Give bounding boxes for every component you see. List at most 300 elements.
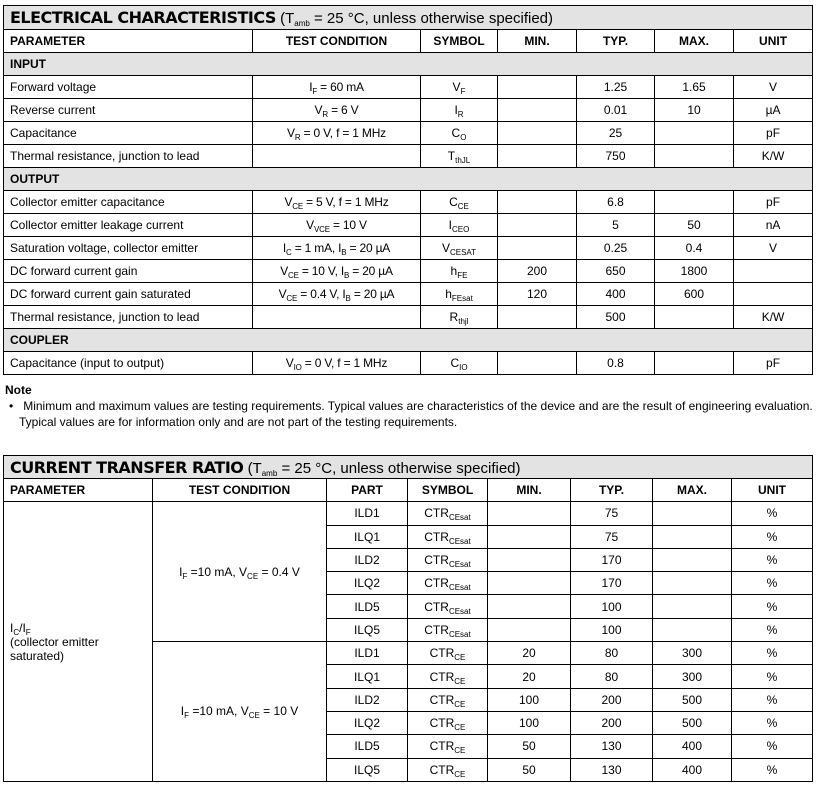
table-cell: [253, 191, 421, 214]
table-title-row: [4, 456, 813, 479]
table-cell: [655, 352, 734, 375]
table-cell: [421, 145, 498, 168]
cell-text: DC forward current gain: [10, 264, 138, 278]
table-cell: [421, 352, 498, 375]
table-cell: [498, 99, 577, 122]
text-segment: V: [287, 126, 295, 140]
text-segment: (T: [247, 459, 262, 477]
table-row: [4, 502, 813, 525]
cell-text: Capacitance: [10, 126, 77, 140]
table-cell: [577, 191, 655, 214]
table-cell: [421, 260, 498, 283]
column-header: PARAMETER: [4, 30, 253, 53]
text-segment: (T: [280, 10, 295, 27]
text-segment: T: [447, 149, 456, 163]
test-condition-cell: [153, 502, 327, 642]
table-cell: [408, 595, 488, 618]
table-cell: [734, 76, 813, 99]
table-cell: [408, 758, 488, 781]
cell-text: %: [766, 622, 778, 637]
subscript: B: [345, 294, 351, 303]
text-segment: = 10 V: [259, 704, 299, 719]
cell-text: 0.8: [607, 356, 624, 370]
table-cell: [253, 237, 421, 260]
text-segment: V: [314, 103, 323, 117]
text-segment: CTR: [424, 506, 449, 521]
cell-text: 10: [687, 103, 701, 117]
table-cell: [653, 548, 732, 571]
column-header: TEST CONDITION: [253, 30, 421, 53]
subscript: C: [286, 248, 292, 257]
subscript: CEsat: [448, 513, 471, 523]
cell-text: pF: [766, 356, 781, 370]
table-row: [4, 237, 813, 260]
subscript: R: [322, 110, 328, 119]
table-cell: [732, 525, 813, 548]
cell-text: DC forward current gain saturated: [10, 287, 191, 301]
subscript: CE: [292, 202, 303, 211]
section-label: OUTPUT: [4, 168, 813, 191]
text-segment: I: [448, 218, 452, 232]
table-cell: [732, 688, 813, 711]
table-cell: [734, 99, 813, 122]
cell-text: 500: [681, 716, 703, 731]
table-cell: [498, 352, 577, 375]
column-header: UNIT: [734, 30, 813, 53]
section-row: [4, 168, 813, 191]
text-segment: V: [280, 264, 288, 278]
table-cell: [577, 283, 655, 306]
subscript: CEsat: [448, 583, 471, 593]
text-segment: CTR: [424, 576, 449, 591]
table-cell: [571, 642, 653, 665]
cell-text: 5: [612, 218, 619, 232]
text-segment: = 5 V, f = 1 MHz: [302, 195, 389, 209]
cell-text: %: [766, 553, 778, 568]
cell-text: ILD1: [354, 506, 380, 521]
table-cell: [732, 758, 813, 781]
cell-text: 0.25: [603, 241, 628, 255]
cell-text: 400: [681, 762, 703, 777]
parameter-symbol: [10, 621, 146, 635]
cell-text: %: [766, 762, 778, 777]
note-text: Minimum and maximum values are testing requirements. Typical values are characteristics of the device and are the result of engineering evaluation. Typical values are for information only and are not part of the testing requirements.: [19, 399, 813, 429]
cell-text: 600: [683, 287, 705, 301]
text-segment: = 20 µA: [346, 241, 391, 255]
text-segment: = 0.4 V, I: [297, 287, 346, 301]
text-segment: CTR: [429, 669, 455, 684]
cell-text: nA: [765, 218, 781, 232]
cell-text: µA: [765, 103, 781, 117]
text-segment: V: [452, 80, 461, 94]
subscript: FE: [457, 271, 468, 280]
cell-text: ILD1: [354, 646, 380, 661]
table-cell: [653, 502, 732, 525]
cell-text: 200: [526, 264, 548, 278]
table-cell: [253, 306, 421, 329]
table-cell: [577, 145, 655, 168]
table-row: [4, 99, 813, 122]
cell-text: Saturation voltage, collector emitter: [10, 241, 199, 255]
table-cell: [734, 191, 813, 214]
subscript: CE: [454, 723, 466, 733]
table-cell: [498, 306, 577, 329]
text-segment: CTR: [424, 553, 449, 568]
cell-text: 1.65: [682, 80, 706, 94]
text-segment: CTR: [429, 739, 455, 754]
table-cell: [571, 688, 653, 711]
table-cell: [421, 99, 498, 122]
parameter-cell: [4, 502, 153, 782]
table-title: [4, 456, 813, 479]
cell-text: Forward voltage: [10, 80, 97, 94]
text-segment: = 0 V, f = 1 MHz: [301, 356, 388, 370]
table-cell: [327, 711, 408, 734]
cell-text: 650: [605, 264, 626, 278]
table-cell: [488, 688, 571, 711]
table-cell: [571, 502, 653, 525]
current-transfer-ratio-table: [3, 455, 813, 782]
text-segment: CTR: [429, 716, 455, 731]
table-row: [4, 260, 813, 283]
cell-text: 100: [601, 599, 622, 614]
table-cell: [408, 711, 488, 734]
table-cell: [577, 122, 655, 145]
table-cell: [253, 260, 421, 283]
text-segment: = 6 V: [327, 103, 359, 117]
cell-text: %: [766, 739, 778, 754]
column-header: MAX.: [655, 30, 734, 53]
table-cell: [653, 595, 732, 618]
cell-text: ILD2: [354, 553, 380, 568]
table-cell: [408, 618, 488, 641]
subscript: CE: [454, 676, 466, 686]
cell-text: 1.25: [603, 80, 628, 94]
table-cell: [4, 99, 253, 122]
table-cell: [498, 122, 577, 145]
table-cell: [732, 711, 813, 734]
table-cell: [488, 758, 571, 781]
table-cell: [421, 283, 498, 306]
subscript: CE: [454, 746, 466, 756]
text-segment: = 0 V, f = 1 MHz: [300, 126, 386, 140]
table-cell: [571, 758, 653, 781]
table-title-text: ELECTRICAL CHARACTERISTICS: [10, 8, 276, 27]
table-cell: [734, 237, 813, 260]
table-cell: [327, 595, 408, 618]
table-row: [4, 76, 813, 99]
table-cell: [4, 122, 253, 145]
table-cell: [4, 191, 253, 214]
table-cell: [4, 283, 253, 306]
table-row: [4, 214, 813, 237]
text-segment: = 1 mA, I: [291, 241, 342, 255]
subscript: thJL: [455, 156, 471, 165]
cell-text: pF: [766, 195, 781, 209]
subscript: F: [184, 711, 190, 721]
table-cell: [734, 306, 813, 329]
text-segment: I: [180, 704, 185, 719]
subscript: CE: [248, 711, 260, 721]
table-cell: [327, 525, 408, 548]
table-cell: [577, 306, 655, 329]
table-cell: [734, 283, 813, 306]
text-segment: I: [454, 103, 458, 117]
table-row: [4, 191, 813, 214]
table-cell: [488, 572, 571, 595]
table-cell: [653, 735, 732, 758]
table-cell: [498, 260, 577, 283]
cell-text: 50: [687, 218, 701, 232]
cell-text: 25: [608, 126, 623, 140]
cell-text: ILD2: [354, 692, 380, 707]
table-cell: [571, 548, 653, 571]
cell-text: 500: [681, 692, 703, 707]
table-cell: [655, 122, 734, 145]
table-cell: [498, 214, 577, 237]
text-segment: I: [282, 241, 287, 255]
table-cell: [732, 665, 813, 688]
text-segment: = 10 V: [329, 218, 367, 232]
table-cell: [653, 642, 732, 665]
table-cell: [655, 214, 734, 237]
column-header: SYMBOL: [408, 479, 488, 502]
table-cell: [653, 665, 732, 688]
subscript: IO: [293, 363, 302, 372]
parameter-note: saturated): [10, 648, 65, 663]
table-cell: [498, 145, 577, 168]
cell-text: ILQ5: [353, 762, 380, 777]
cell-text: Capacitance (input to output): [10, 356, 165, 370]
cell-text: V: [769, 241, 778, 255]
table-cell: [4, 214, 253, 237]
table-cell: [421, 306, 498, 329]
cell-text: 200: [601, 716, 622, 731]
table-row: [4, 283, 813, 306]
text-segment: CTR: [429, 692, 455, 707]
electrical-characteristics-table: [3, 5, 813, 375]
table-cell: [408, 665, 488, 688]
cell-text: 1800: [680, 264, 708, 278]
subscript: CE: [454, 653, 466, 663]
cell-text: K/W: [761, 310, 785, 324]
table-cell: [653, 758, 732, 781]
cell-text: 130: [601, 739, 622, 754]
column-header: PART: [327, 479, 408, 502]
text-segment: V: [284, 195, 293, 209]
cell-text: ILQ2: [353, 716, 380, 731]
column-header: SYMBOL: [421, 30, 498, 53]
text-segment: =10 mA, V: [189, 704, 249, 719]
text-segment: h: [445, 287, 452, 301]
table-cell: [571, 735, 653, 758]
cell-text: %: [766, 576, 778, 591]
table-cell: [4, 352, 253, 375]
table-cell: [408, 548, 488, 571]
column-header: PARAMETER: [4, 479, 153, 502]
table-cell: [327, 665, 408, 688]
text-segment: I: [309, 80, 313, 94]
text-segment: = 10 V, I: [298, 264, 344, 278]
table-cell: [253, 99, 421, 122]
cell-text: %: [766, 646, 778, 661]
table-cell: [577, 352, 655, 375]
text-segment: R: [449, 310, 459, 324]
table-cell: [498, 76, 577, 99]
subscript: F: [312, 87, 318, 96]
cell-text: 20: [522, 669, 536, 684]
cell-text: Reverse current: [10, 103, 96, 117]
table-cell: [655, 145, 734, 168]
cell-text: Collector emitter leakage current: [10, 218, 184, 232]
table-cell: [655, 283, 734, 306]
table-row: [4, 352, 813, 375]
subscript: CE: [454, 699, 466, 709]
cell-text: 20: [522, 646, 536, 661]
cell-text: 400: [681, 739, 703, 754]
table-cell: [327, 758, 408, 781]
cell-text: 300: [681, 669, 703, 684]
cell-text: 50: [522, 739, 536, 754]
cell-text: 200: [601, 692, 622, 707]
text-segment: = 20 µA: [349, 264, 393, 278]
table-cell: [653, 572, 732, 595]
table-cell: [655, 306, 734, 329]
bullet: •: [9, 399, 14, 413]
table-cell: [571, 665, 653, 688]
table-cell: [732, 642, 813, 665]
table-cell: [655, 76, 734, 99]
text-segment: C: [450, 356, 460, 370]
table-cell: [732, 572, 813, 595]
subscript: amb: [294, 19, 310, 28]
table-cell: [488, 665, 571, 688]
column-header: UNIT: [732, 479, 813, 502]
section-label: INPUT: [4, 53, 813, 76]
subscript: B: [343, 271, 350, 280]
cell-text: 100: [518, 692, 540, 707]
table-cell: [327, 548, 408, 571]
table-cell: [253, 122, 421, 145]
cell-text: 75: [604, 529, 619, 544]
note: [5, 382, 815, 430]
cell-text: ILD5: [354, 599, 380, 614]
text-segment: V: [278, 287, 287, 301]
table-cell: [408, 688, 488, 711]
subscript: VCE: [313, 225, 330, 234]
column-header: TYP.: [577, 30, 655, 53]
cell-text: 6.8: [607, 195, 624, 209]
table-cell: [577, 99, 655, 122]
subscript: CEsat: [448, 536, 471, 546]
table-cell: [327, 642, 408, 665]
table-cell: [4, 306, 253, 329]
table-row: [4, 306, 813, 329]
subscript: F: [25, 627, 31, 637]
table-cell: [253, 214, 421, 237]
table-cell: [4, 145, 253, 168]
table-cell: [488, 618, 571, 641]
table-cell: [408, 502, 488, 525]
table-cell: [577, 214, 655, 237]
table-cell: [4, 260, 253, 283]
table-cell: [655, 260, 734, 283]
table-title: [4, 6, 813, 30]
table-cell: [488, 735, 571, 758]
table-title-text: CURRENT TRANSFER RATIO: [10, 457, 244, 477]
cell-text: 300: [681, 646, 703, 661]
table-cell: [571, 618, 653, 641]
cell-text: 120: [526, 287, 548, 301]
table-cell: [327, 688, 408, 711]
table-cell: [488, 525, 571, 548]
subscript: CE: [457, 202, 469, 211]
table-title-row: [4, 6, 813, 30]
table-cell: [327, 572, 408, 595]
cell-text: %: [766, 599, 778, 614]
note-heading: Note: [5, 383, 32, 397]
cell-text: 0.4: [685, 241, 703, 255]
table-cell: [577, 76, 655, 99]
subscript: CE: [454, 769, 466, 779]
text-segment: = 25 °C, unless otherwise specified): [309, 10, 554, 27]
table-cell: [653, 711, 732, 734]
cell-text: 80: [604, 669, 619, 684]
text-segment: CTR: [424, 529, 449, 544]
subscript: R: [294, 133, 301, 142]
cell-text: Thermal resistance, junction to lead: [10, 149, 200, 163]
text-segment: = 20 µA: [350, 287, 395, 301]
text-segment: V: [441, 241, 450, 255]
subscript: F: [460, 87, 466, 96]
table-cell: [253, 76, 421, 99]
text-segment: CTR: [429, 646, 455, 661]
subscript: F: [182, 571, 188, 581]
cell-text: 80: [604, 646, 619, 661]
text-segment: V: [306, 218, 314, 232]
subscript: amb: [261, 468, 278, 478]
subscript: O: [460, 133, 467, 142]
table-cell: [732, 618, 813, 641]
table-cell: [488, 595, 571, 618]
subscript: thjl: [458, 317, 469, 326]
table-cell: [488, 548, 571, 571]
column-header: TYP.: [571, 479, 653, 502]
text-segment: I: [179, 564, 183, 579]
table-cell: [408, 642, 488, 665]
cell-text: ILD5: [354, 739, 380, 754]
table-cell: [498, 283, 577, 306]
column-header: MIN.: [498, 30, 577, 53]
table-cell: [577, 237, 655, 260]
cell-text: pF: [766, 126, 781, 140]
subscript: CE: [288, 271, 299, 280]
table-cell: [4, 237, 253, 260]
table-cell: [421, 122, 498, 145]
cell-text: %: [766, 692, 778, 707]
text-segment: /I: [19, 620, 26, 635]
table-cell: [488, 642, 571, 665]
table-cell: [253, 352, 421, 375]
table-cell: [655, 99, 734, 122]
table-cell: [408, 572, 488, 595]
table-cell: [653, 525, 732, 548]
table-cell: [653, 618, 732, 641]
cell-text: %: [766, 669, 778, 684]
table-cell: [571, 525, 653, 548]
section-label: COUPLER: [4, 329, 813, 352]
table-cell: [734, 122, 813, 145]
